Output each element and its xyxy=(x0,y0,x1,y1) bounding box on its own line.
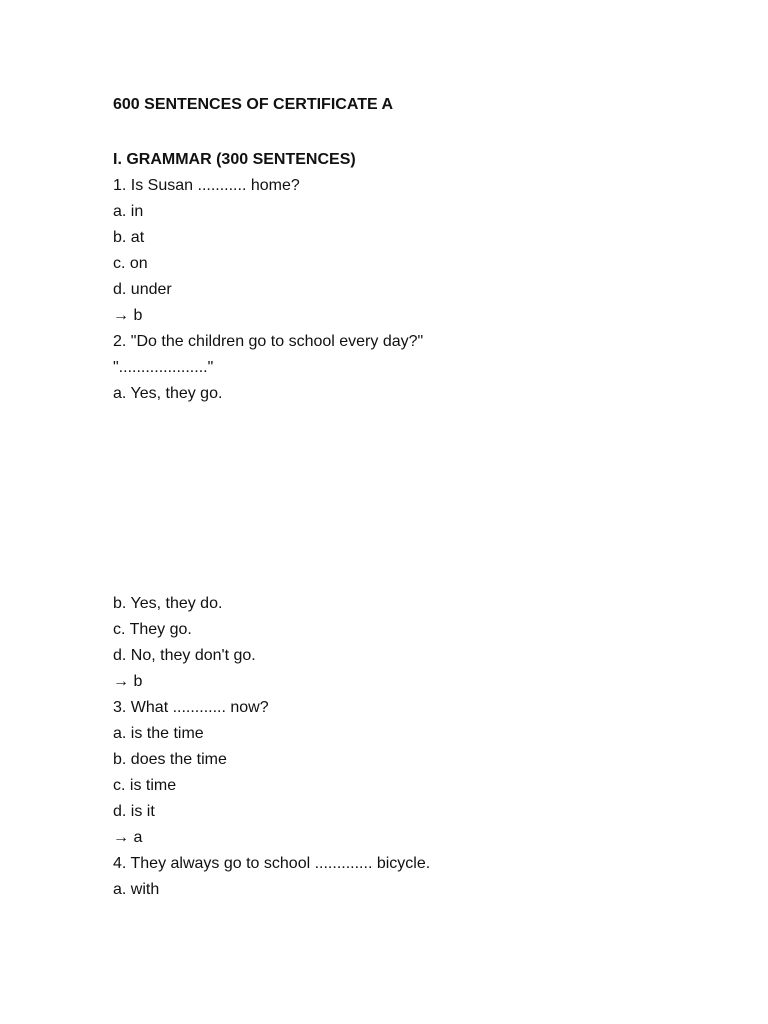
document-title: 600 SENTENCES OF CERTIFICATE A xyxy=(113,96,394,113)
question-2-blank: "...................." xyxy=(113,359,214,376)
question-4-text: 4. They always go to school ............. bicycle. xyxy=(113,855,431,872)
question-2-option-b: b. Yes, they do. xyxy=(113,595,223,612)
question-3-option-b: b. does the time xyxy=(113,751,227,768)
question-2-option-d: d. No, they don't go. xyxy=(113,647,256,664)
question-3-option-a: a. is the time xyxy=(113,725,204,742)
question-2-option-c: c. They go. xyxy=(113,621,192,638)
question-3-answer: → a xyxy=(113,829,143,846)
question-1-answer: → b xyxy=(113,307,143,324)
grammar-section-part-2 xyxy=(113,591,430,903)
question-2-text: 2. "Do the children go to school every day?" xyxy=(113,333,424,350)
question-4-option-a: a. with xyxy=(113,881,160,898)
question-2-answer: → b xyxy=(113,673,143,690)
question-1-text: 1. Is Susan ........... home? xyxy=(113,177,300,194)
question-3-text: 3. What ............ now? xyxy=(113,699,269,716)
question-1-option-a: a. in xyxy=(113,203,144,220)
question-1-option-b: b. at xyxy=(113,229,145,246)
question-1-option-d: d. under xyxy=(113,281,172,298)
grammar-section-part-1 xyxy=(113,147,423,407)
question-2-option-a: a. Yes, they go. xyxy=(113,385,223,402)
question-1-option-c: c. on xyxy=(113,255,148,272)
question-3-option-c: c. is time xyxy=(113,777,177,794)
question-3-option-d: d. is it xyxy=(113,803,155,820)
section-heading: I. GRAMMAR (300 SENTENCES) xyxy=(113,151,356,168)
